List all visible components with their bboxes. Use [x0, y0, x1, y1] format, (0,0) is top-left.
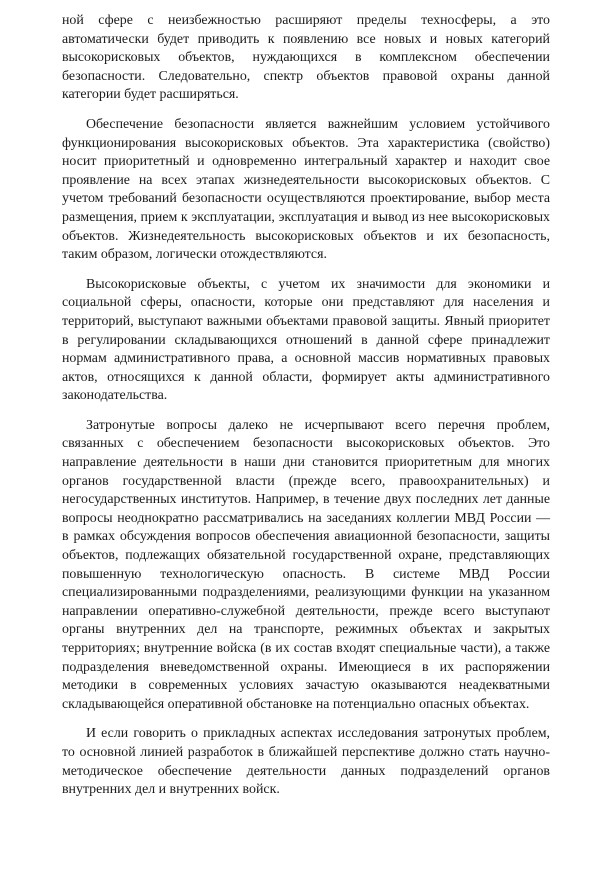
paragraph-applied-aspects: И если говорить о прикладных аспектах исследования затронутых проблем, то основной линией разработок в ближайшей перспективе должно стать научно-методическое обеспечение деятельности данных подразделений органов внутренних дел и внутренних войск.: [62, 726, 550, 798]
paragraph-safety-importance: Обеспечение безопасности является важнейшим условием устойчивого функционирования высокорисковых объектов. Эта характеристика (свойство) носит приоритетный и одновременно интегральный характер и находит свое проявление на всех этапах жизнедеятельности высокорисковых объектов. С учетом требований безопасности осуществляются проектирование, выбор места размещения, прием к эксплуатации, эксплуатация и вывод из нее высокорисковых объектов. Жизнедеятельность высокорисковых объектов и их безопасность, таким образом, логически отождествляются.: [62, 116, 550, 263]
paragraph-continuation: ной сфере с неизбежностью расширяют пределы техносферы, а это автоматически будет приводить к появлению все новых и новых категорий высокорисковых объектов, нуждающихся в комплексном обеспечении безопасности. Следовательно, спектр объектов правовой охраны данной категории будет расширяться.: [62, 13, 550, 103]
document-page: [62, 12, 550, 811]
paragraph-legal-protection: Высокорисковые объекты, с учетом их значимости для экономики и социальной сферы, опасности, которые они представляют для населения и территорий, выступают важными объектами правовой защиты. Явный приоритет в регулировании складывающихся отношений в данной сфере принадлежит нормам административного права, а основной массив нормативных правовых актов, относящихся к данной области, формирует акты административного законодательства.: [62, 276, 550, 404]
paragraph-open-questions: Затронутые вопросы далеко не исчерпывают всего перечня проблем, связанных с обеспечением безопасности высокорисковых объектов. Это направление деятельности в наши дни становится приоритетным для многих органов государственной власти (прежде всего, правоохранительных) и негосударственных институтов. Например, в течение двух последних лет данные вопросы неоднократно рассматривались на заседаниях коллегии МВД России — в рамках обсуждения вопросов обеспечения авиационной безопасности, защиты объектов, подлежащих обязательной государственной охране, представляющих повышенную технологическую опасность. В системе МВД России специализированными подразделениями, реализующими функции на указанном направлении оперативно-служебной деятельности, прежде всего выступают органы внутренних дел на транспорте, режимных объектах и закрытых территориях; внутренние войска (в их состав входят специальные части), а также подразделения вневедомственной охраны. Имеющиеся в их распоряжении методики в современных условиях зачастую оказываются неадекватными складывающейся оперативной обстановке на потенциально опасных объектах.: [62, 417, 550, 712]
